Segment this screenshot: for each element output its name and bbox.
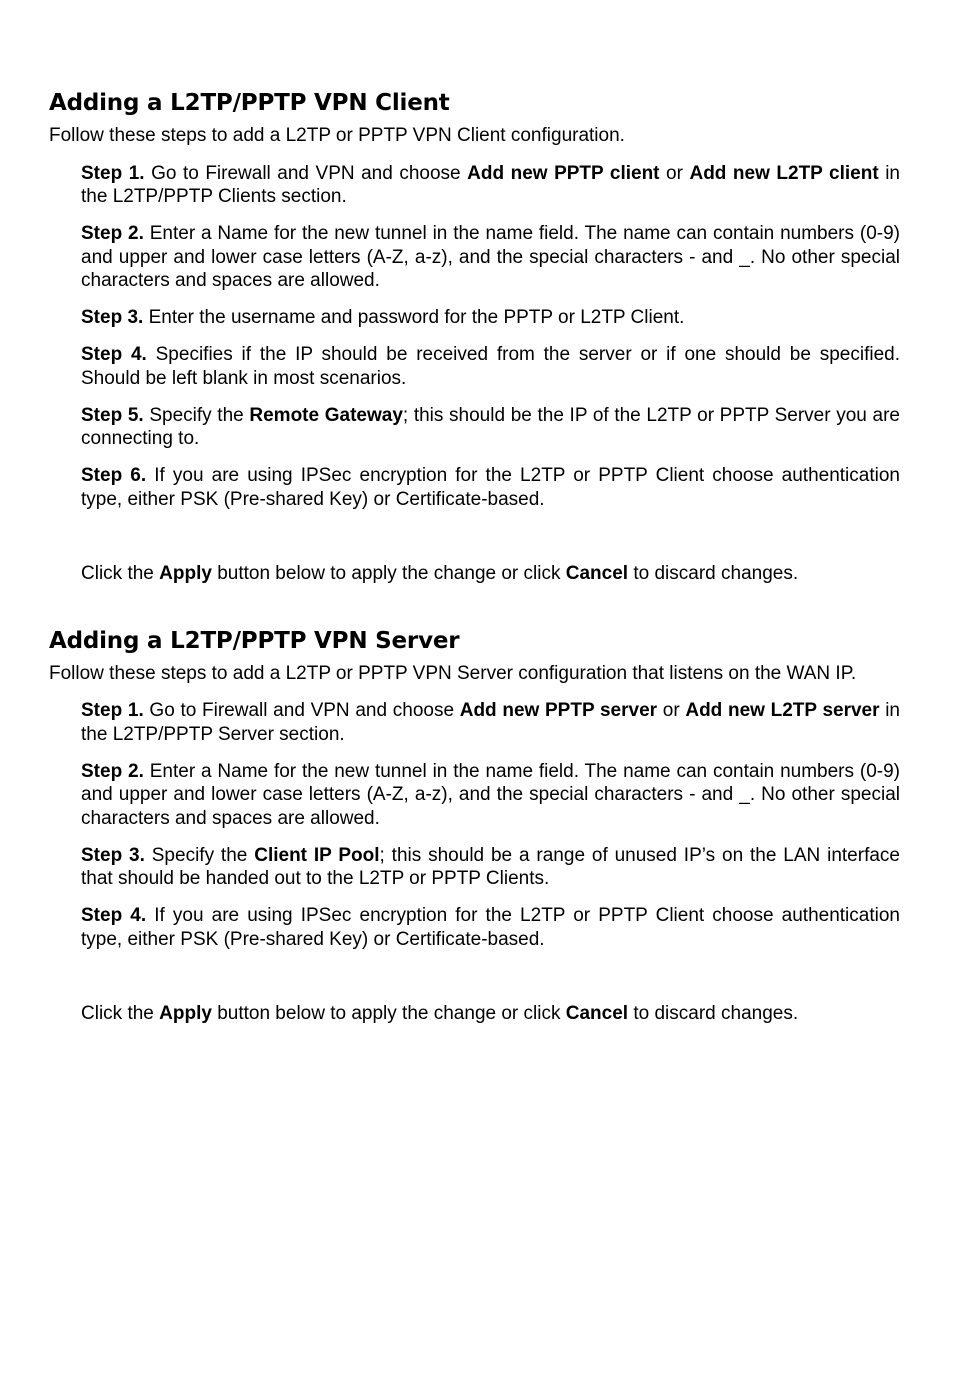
client-section-heading: Adding a L2TP/PPTP VPN Client (49, 90, 450, 116)
closing-text: Click the (81, 1003, 160, 1024)
step-label: Step 4. (81, 905, 147, 926)
server-step-4 (81, 904, 900, 951)
menu-option-add-pptp-client: Add new PPTP client (467, 162, 660, 184)
server-section-heading: Adding a L2TP/PPTP VPN Server (49, 627, 460, 654)
step-text: Enter a Name for the new tunnel in the name field. The name can contain numbers (0-9) and upper and lower case letters (A-Z, a-z), and the special characters - and _. No other special characters and spaces are allowed. (81, 760, 900, 829)
client-step-5 (81, 404, 900, 451)
step-text: Go to Firewall and VPN and choose (143, 700, 460, 721)
server-closing-note (81, 1002, 900, 1026)
step-text: in the L2TP/PPTP Server section. (81, 700, 900, 745)
client-step-4 (81, 343, 900, 390)
step-text: If you are using IPSec encryption for the L2TP or PPTP Client choose authentication type, either PSK (Pre-shared Key) or Certificate-based. (81, 465, 900, 510)
document-page (49, 88, 900, 1026)
server-section-intro: Follow these steps to add a L2TP or PPTP VPN Server configuration that listens on the WAN IP. (49, 662, 857, 684)
client-steps-list (81, 162, 900, 512)
server-section (49, 626, 900, 1026)
step-label: Step 3. (81, 844, 145, 866)
client-section-intro: Follow these steps to add a L2TP or PPTP VPN Client configuration. (49, 125, 625, 146)
server-step-2 (81, 760, 900, 831)
step-text: Go to Firewall and VPN and choose (144, 162, 468, 184)
apply-button-reference: Apply (159, 563, 212, 584)
step-text: Specify the (143, 404, 250, 426)
field-client-ip-pool: Client IP Pool (254, 844, 380, 866)
closing-text: button below to apply the change or click (211, 1003, 566, 1024)
step-label: Step 1. (81, 700, 144, 721)
step-text: If you are using IPSec encryption for the L2TP or PPTP Client choose authentication type, either PSK (Pre-shared Key) or Certificate-based. (81, 905, 900, 950)
step-label: Step 3. (81, 307, 144, 328)
client-step-1 (81, 162, 900, 209)
field-remote-gateway: Remote Gateway (249, 404, 403, 426)
step-text: or (659, 162, 690, 184)
step-label: Step 2. (81, 223, 144, 244)
client-section (49, 88, 900, 586)
client-step-3 (81, 306, 900, 330)
step-label: Step 5. (81, 404, 144, 426)
step-text: Enter a Name for the new tunnel in the name field. The name can contain numbers (0-9) and upper and lower case letters (A-Z, a-z), and the special characters - and _. No other special characters and spaces are allowed. (81, 223, 900, 291)
closing-text: Click the (81, 563, 160, 584)
menu-option-add-pptp-server: Add new PPTP server (459, 700, 658, 721)
server-step-3 (81, 844, 900, 891)
closing-text: to discard changes. (628, 1003, 799, 1024)
menu-option-add-l2tp-server: Add new L2TP server (685, 700, 880, 721)
step-text: ; this should be a range of unused IP’s on the LAN interface that should be handed out to the L2TP or PPTP Clients. (81, 844, 900, 889)
closing-text: button below to apply the change or click (211, 563, 566, 584)
step-label: Step 6. (81, 465, 147, 486)
step-label: Step 4. (81, 344, 147, 365)
step-text: Specify the (144, 844, 255, 866)
step-text: or (657, 700, 686, 721)
cancel-button-reference: Cancel (565, 563, 629, 584)
client-closing-note (81, 562, 900, 586)
step-label: Step 1. (81, 162, 145, 184)
menu-option-add-l2tp-client: Add new L2TP client (689, 162, 879, 184)
client-step-6 (81, 464, 900, 511)
step-text: Specifies if the IP should be received from the server or if one should be specified. Should be left blank in most scenarios. (81, 344, 900, 389)
step-label: Step 2. (81, 760, 144, 782)
step-text: in the L2TP/PPTP Clients section. (81, 162, 900, 207)
cancel-button-reference: Cancel (565, 1003, 629, 1024)
client-step-2 (81, 222, 900, 293)
step-text: Enter the username and password for the PPTP or L2TP Client. (143, 307, 685, 328)
step-text: ; this should be the IP of the L2TP or PPTP Server you are connecting to. (81, 404, 900, 449)
closing-text: to discard changes. (628, 563, 799, 584)
server-steps-list (81, 699, 900, 951)
server-step-1 (81, 699, 900, 746)
apply-button-reference: Apply (159, 1003, 212, 1024)
